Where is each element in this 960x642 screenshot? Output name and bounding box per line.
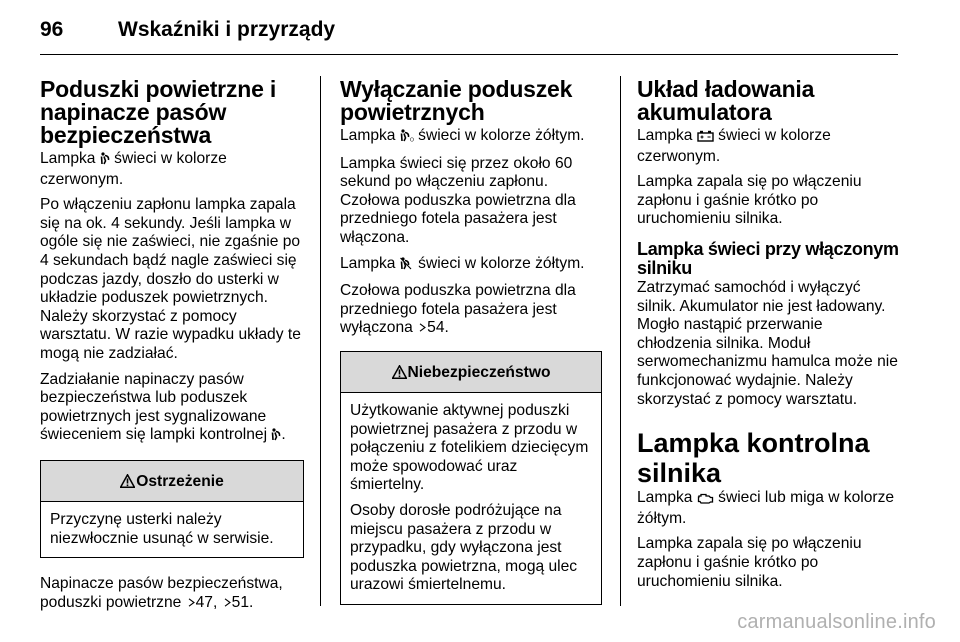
column-divider <box>320 76 321 606</box>
subheading-engine-running: Lampka świeci przy włączonym silniku <box>637 238 899 278</box>
warning-triangle-icon <box>392 354 407 395</box>
paragraph: Lampka świeci w kolorze czerwonym. <box>40 150 227 188</box>
column-charging-engine <box>637 78 901 598</box>
paragraph: Lampka O świeci w kolorze żółtym. <box>340 127 602 148</box>
column-divider <box>620 76 621 606</box>
paragraph: Lampka zapala się po włączeniu zapłonu i gaśnie krótko po uruchomieniu silnika. <box>637 173 862 228</box>
paragraph: Lampka świeci się przez około 60 sekund po włączeniu zapłonu. Czołowa poduszka powietrzna dla przedniego fotela pasażera jest włączona. <box>340 154 576 246</box>
airbag-on-icon <box>400 129 414 148</box>
paragraph: Lampka zapala się po włączeniu zapłonu i gaśnie krótko po uruchomieniu silnika. <box>637 535 862 590</box>
airbag-icon <box>271 428 281 447</box>
danger-box-text: Użytkowanie aktywnej poduszki powietrznej pasażera z przodu w połączeniu z fotelikiem dziecięcym może spowodować uraz śmiertelny. <box>350 401 589 494</box>
airbag-icon <box>100 152 110 171</box>
column-airbags <box>40 78 304 619</box>
header-divider <box>40 54 898 55</box>
page-reference[interactable]: 47 <box>195 593 213 611</box>
page-reference[interactable]: 51 <box>231 593 250 611</box>
paragraph: Zadziałanie napinaczy pasów bezpieczeństwa lub poduszek powietrznych jest sygnalizowane świeceniem się lampki kontrolnej . <box>40 371 304 447</box>
warning-box-text: Przyczynę usterki należy niezwłocznie usunąć w serwisie. <box>50 510 274 547</box>
airbag-off-icon <box>400 257 414 276</box>
danger-box <box>340 351 602 605</box>
page-title: Wskaźniki i przyrządy <box>118 18 336 41</box>
paragraph: Lampka świeci w kolorze żółtym. <box>340 255 602 276</box>
watermark: carmanualsonline.info <box>737 611 936 633</box>
xref-arrow-icon[interactable] <box>224 594 231 603</box>
danger-box-text: Osoby dorosłe podróżujące na miejscu pasażera z przodu w przypadku, gdy wyłączona jest poduszka powietrzna, mogą ulec urazowi śmiertelnemu. <box>350 501 578 594</box>
section-heading-airbags: Poduszki powietrzne i napinacze pasów bezpieczeństwa <box>40 76 277 148</box>
warning-box <box>40 460 304 558</box>
paragraph: Czołowa poduszka powietrzna dla przedniego fotela pasażera jest wyłączona 54. <box>340 282 576 337</box>
danger-box-title: Niebezpieczeństwo <box>341 352 601 393</box>
paragraph: Zatrzymać samochód i wyłączyć silnik. Akumulator nie jest ładowany. Mogło nastąpić przerwanie chłodzenia silnika. Moduł serwomechanizmu hamulca może nie funkcjonować wydajnie. Należy skorzystać z pomocy warsztatu. <box>637 278 898 408</box>
xref-arrow-icon[interactable] <box>419 319 426 328</box>
warning-triangle-icon <box>120 463 135 504</box>
xref-arrow-icon[interactable] <box>188 594 195 603</box>
column-airbag-deactivation <box>340 78 602 605</box>
page-header <box>40 18 335 42</box>
page-reference[interactable]: 54 <box>427 319 445 337</box>
battery-icon <box>697 129 714 148</box>
section-heading-engine-light: Lampka kontrolna silnika <box>637 428 870 489</box>
page-number: 96 <box>40 18 64 41</box>
paragraph: Po włączeniu zapłonu lampka zapala się na ok. 4 sekundy. Jeśli lampka w ogóle się nie zaświeci, nie zgaśnie po 4 sekundach bądź nagle zaświeci się podczas jazdy, doszło do usterki w układzie poduszek powietrznych. Należy skorzystać z pomocy warsztatu. W razie wypadku układy te mogą nie zadziałać. <box>40 196 301 362</box>
paragraph: Lampka świeci lub miga w kolorze żółtym. <box>637 489 895 527</box>
paragraph: Napinacze pasów bezpieczeństwa, poduszki powietrzne 47, 51. <box>40 575 283 611</box>
engine-icon <box>697 491 714 510</box>
section-heading-airbag-deactivation: Wyłączanie poduszek powietrznych <box>340 76 573 125</box>
svg-text:ON: O <box>409 137 414 142</box>
section-heading-charging: Układ ładowania akumulatora <box>637 76 815 125</box>
paragraph: Lampka świeci w kolorze czerwonym. <box>637 127 831 165</box>
warning-box-title: Ostrzeżenie <box>41 461 303 502</box>
